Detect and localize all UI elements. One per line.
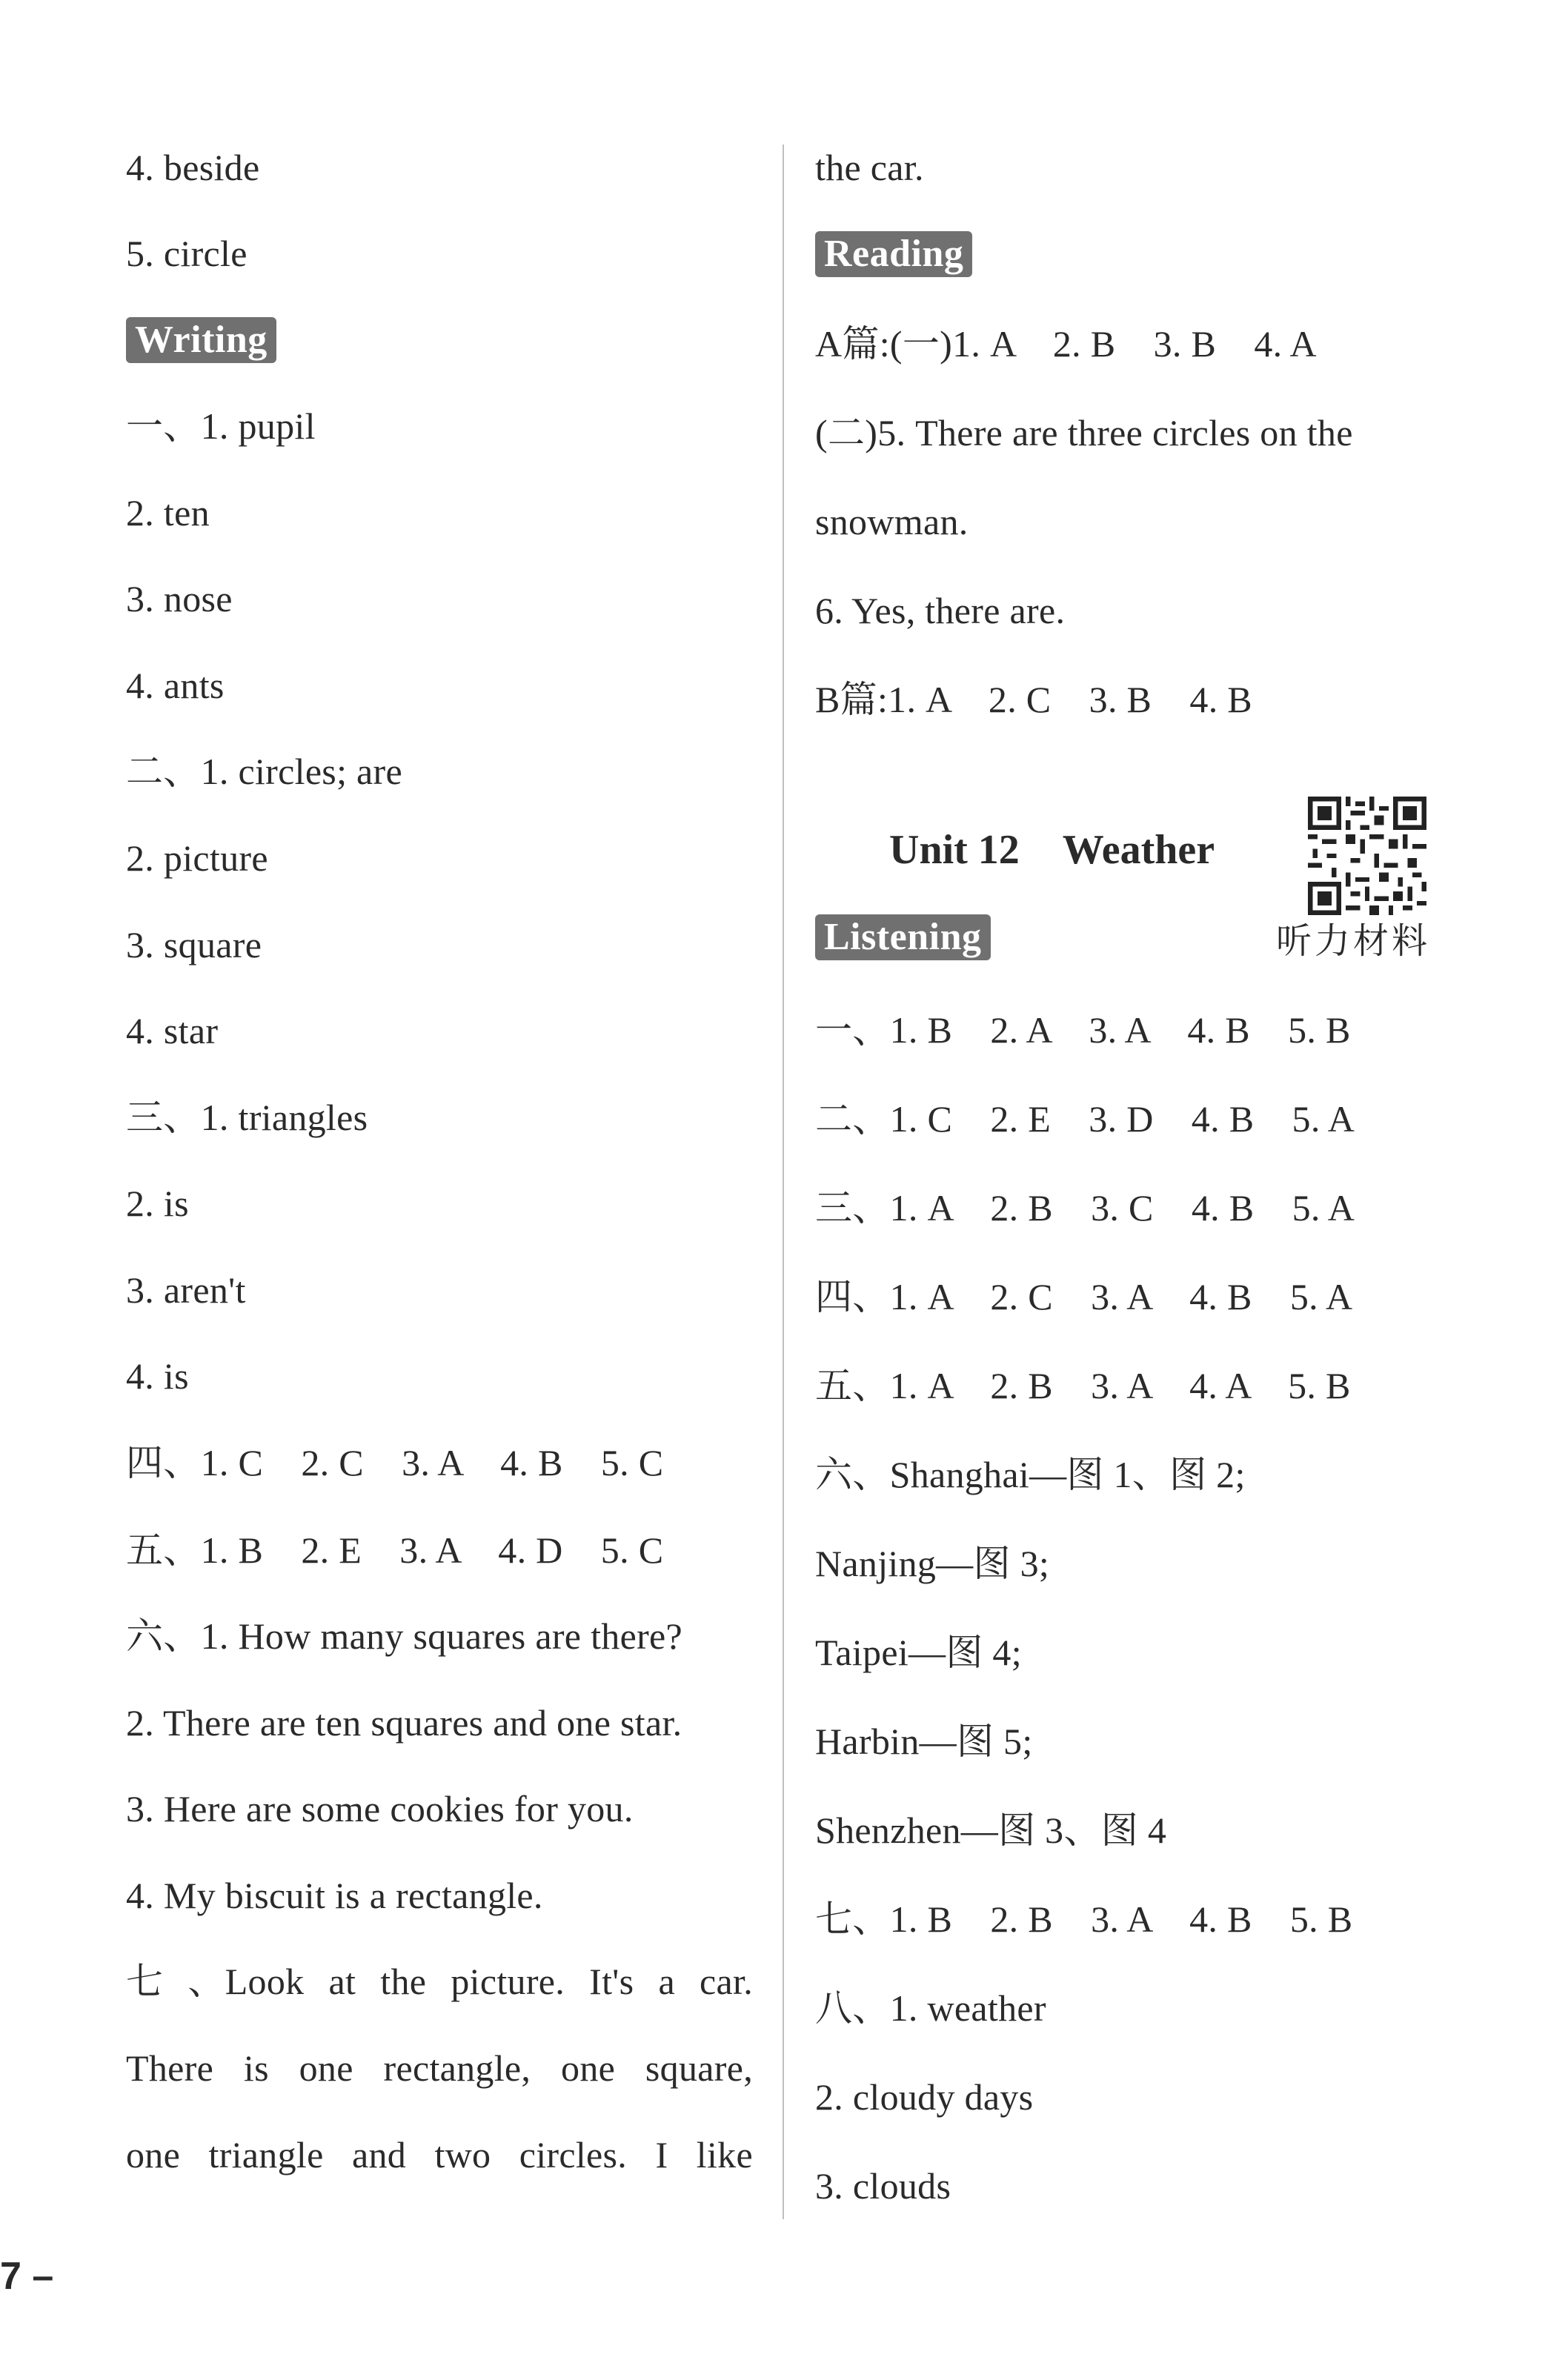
answer-line: 六、1. How many squares are there?	[126, 1615, 683, 1657]
answer-line: 六、Shanghai—图 1、图 2;	[815, 1454, 1246, 1495]
word: two	[434, 2134, 491, 2176]
answer-line: 6. Yes, there are.	[815, 590, 1066, 631]
unit-heading	[889, 824, 1215, 876]
answer-line: 3. nose	[126, 578, 233, 619]
answer-line: 3. Here are some cookies for you.	[126, 1788, 634, 1829]
answer-line: Taipei—图 4;	[815, 1632, 1022, 1673]
word: It's	[589, 1961, 634, 2002]
unit-name: Weather	[1062, 827, 1215, 873]
answer-line: 2. is	[126, 1183, 189, 1224]
answer-line: Shenzhen—图 3、图 4	[815, 1809, 1167, 1851]
answer-line: 三、1. triangles	[126, 1097, 368, 1138]
word: the	[380, 1961, 427, 2002]
word: one	[299, 2047, 353, 2089]
answer-line: the car.	[815, 147, 924, 188]
answer-line: 一、1. B 2. A 3. A 4. B 5. B	[815, 1009, 1351, 1051]
section-reading-label	[815, 230, 972, 277]
word: one	[561, 2047, 616, 2089]
reading-tag: Reading	[815, 231, 972, 277]
answer-line: 四、1. C 2. C 3. A 4. B 5. C	[126, 1442, 664, 1483]
section-writing-label	[126, 316, 276, 363]
answer-line: 五、1. A 2. B 3. A 4. A 5. B	[815, 1365, 1351, 1406]
answer-line: 4. is	[126, 1355, 189, 1397]
answer-line: 3. square	[126, 924, 262, 966]
word: and	[351, 2134, 407, 2176]
word: There	[126, 2047, 214, 2089]
answer-line: Nanjing—图 3;	[815, 1543, 1050, 1584]
answer-line: A篇:(一)1. A 2. B 3. B 4. A	[815, 323, 1317, 365]
answer-line: 八、1. weather	[815, 1987, 1046, 2029]
answer-line: 七、1. B 2. B 3. A 4. B 5. B	[815, 1898, 1353, 1940]
word: one	[126, 2134, 181, 2176]
word: rectangle,	[383, 2047, 531, 2089]
answer-line: snowman.	[815, 501, 969, 542]
word: is	[243, 2047, 269, 2089]
column-divider	[783, 144, 784, 2219]
word: triangle	[208, 2134, 324, 2176]
answer-line: 4. My biscuit is a rectangle.	[126, 1875, 543, 1916]
answer-line: 二、1. circles; are	[126, 751, 402, 792]
answer-line: 3. clouds	[815, 2165, 951, 2207]
paragraph-line-2	[126, 2044, 753, 2092]
answer-line: 2. There are ten squares and one star.	[126, 1702, 682, 1744]
word: at	[328, 1961, 356, 2002]
word: 七	[126, 1961, 164, 2002]
word: picture.	[451, 1961, 565, 2002]
answer-line: 一、1. pupil	[126, 405, 316, 447]
word: a	[658, 1961, 675, 2002]
unit-number: Unit 12	[889, 827, 1020, 873]
answer-line: 4. beside	[126, 147, 260, 188]
answer-line: 四、1. A 2. C 3. A 4. B 5. A	[815, 1276, 1353, 1317]
answer-line: Harbin—图 5;	[815, 1721, 1033, 1762]
word: 、Look	[187, 1961, 305, 2002]
section-listening-label	[815, 913, 991, 960]
qr-caption: 听力材料	[1276, 920, 1431, 962]
answer-line: 2. cloudy days	[815, 2076, 1034, 2118]
listening-tag: Listening	[815, 914, 991, 960]
word: circles.	[519, 2134, 628, 2176]
writing-tag: Writing	[126, 317, 276, 363]
answer-line: B篇:1. A 2. C 3. B 4. B	[815, 679, 1252, 720]
paragraph-line-1	[126, 1958, 753, 2005]
answer-line: 5. circle	[126, 233, 248, 274]
answer-line: 4. star	[126, 1010, 219, 1051]
answer-line: 二、1. C 2. E 3. D 4. B 5. A	[815, 1098, 1355, 1140]
word: square,	[645, 2047, 753, 2089]
answer-line: 3. aren't	[126, 1269, 246, 1311]
word: like	[696, 2134, 753, 2176]
answer-line: 三、1. A 2. B 3. C 4. B 5. A	[815, 1187, 1355, 1229]
page-number: 7 –	[0, 2255, 54, 2298]
word: I	[655, 2134, 668, 2176]
answer-line: 2. picture	[126, 837, 268, 879]
paragraph-line-3	[126, 2131, 753, 2178]
answer-line: 五、1. B 2. E 3. A 4. D 5. C	[126, 1529, 664, 1571]
qr-code-icon[interactable]	[1308, 797, 1426, 915]
word: car.	[700, 1961, 753, 2002]
answer-line: (二)5. There are three circles on the	[815, 412, 1353, 453]
answer-line: 4. ants	[126, 665, 225, 706]
answer-line: 2. ten	[126, 492, 210, 534]
